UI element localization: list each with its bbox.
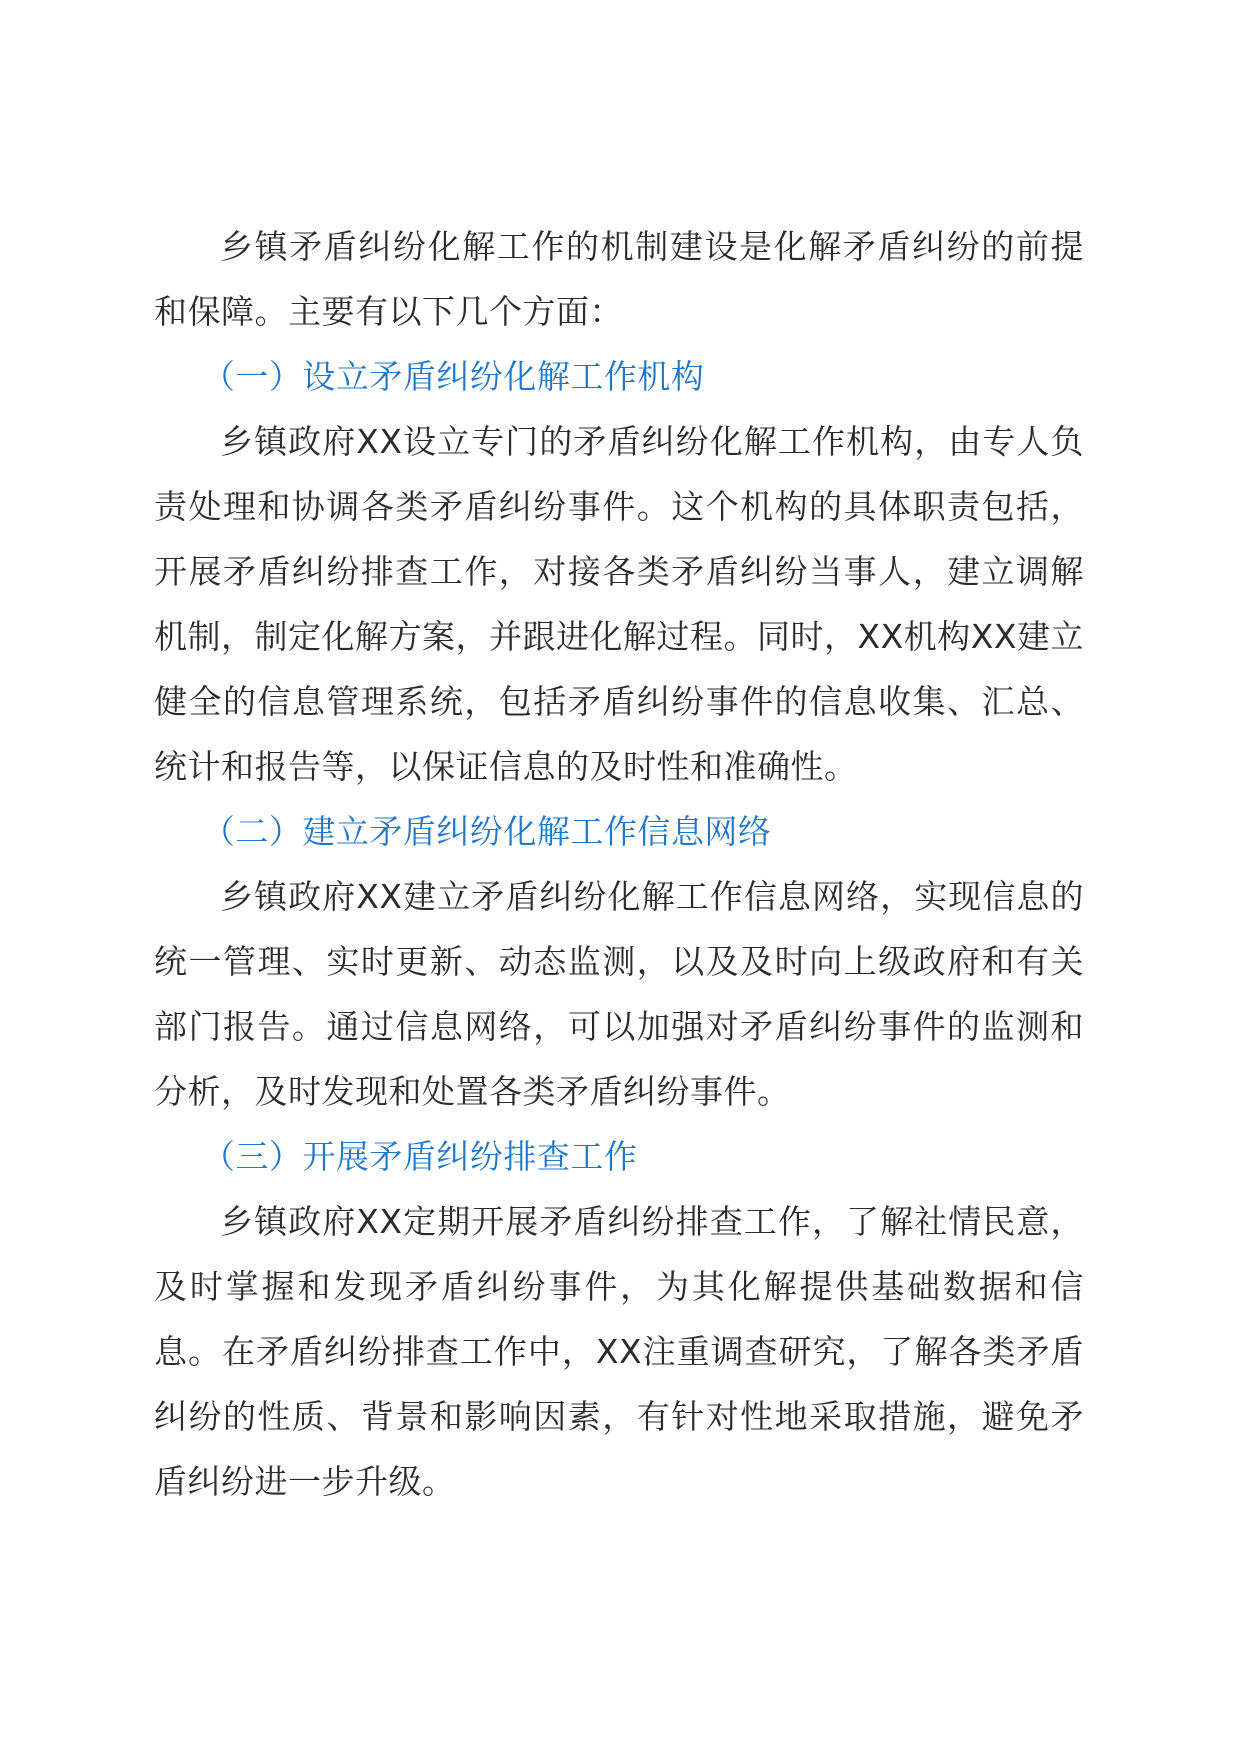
intro-paragraph: 乡镇矛盾纠纷化解工作的机制建设是化解矛盾纠纷的前提和保障。主要有以下几个方面： bbox=[154, 227, 1084, 331]
section-2-paragraph: 乡镇政府XX建立矛盾纠纷化解工作信息网络，实现信息的统一管理、实时更新、动态监测，以及及时向上级政府和有关部门报告。通过信息网络，可以加强对矛盾纠纷事件的监测和分析，及时发现和处置各类矛盾纠纷事件。 bbox=[154, 877, 1084, 1111]
section-1-paragraph: 乡镇政府XX设立专门的矛盾纠纷化解工作机构，由专人负责处理和协调各类矛盾纠纷事件。这个机构的具体职责包括，开展矛盾纠纷排查工作，对接各类矛盾纠纷当事人，建立调解机制，制定化解方案，并跟进化解过程。同时，XX机构XX建立健全的信息管理系统，包括矛盾纠纷事件的信息收集、汇总、统计和报告等，以保证信息的及时性和准确性。 bbox=[154, 422, 1084, 786]
section-3-heading: （三）开展矛盾纠纷排查工作 bbox=[201, 1137, 638, 1176]
section-3-paragraph: 乡镇政府XX定期开展矛盾纠纷排查工作，了解社情民意，及时掌握和发现矛盾纠纷事件，为其化解提供基础数据和信息。在矛盾纠纷排查工作中，XX注重调查研究，了解各类矛盾纠纷的性质、背景和影响因素，有针对性地采取措施，避免矛盾纠纷进一步升级。 bbox=[154, 1202, 1084, 1501]
document-body bbox=[154, 214, 1084, 1514]
section-1-heading: （一）设立矛盾纠纷化解工作机构 bbox=[201, 357, 705, 396]
section-2-heading: （二）建立矛盾纠纷化解工作信息网络 bbox=[201, 812, 772, 851]
